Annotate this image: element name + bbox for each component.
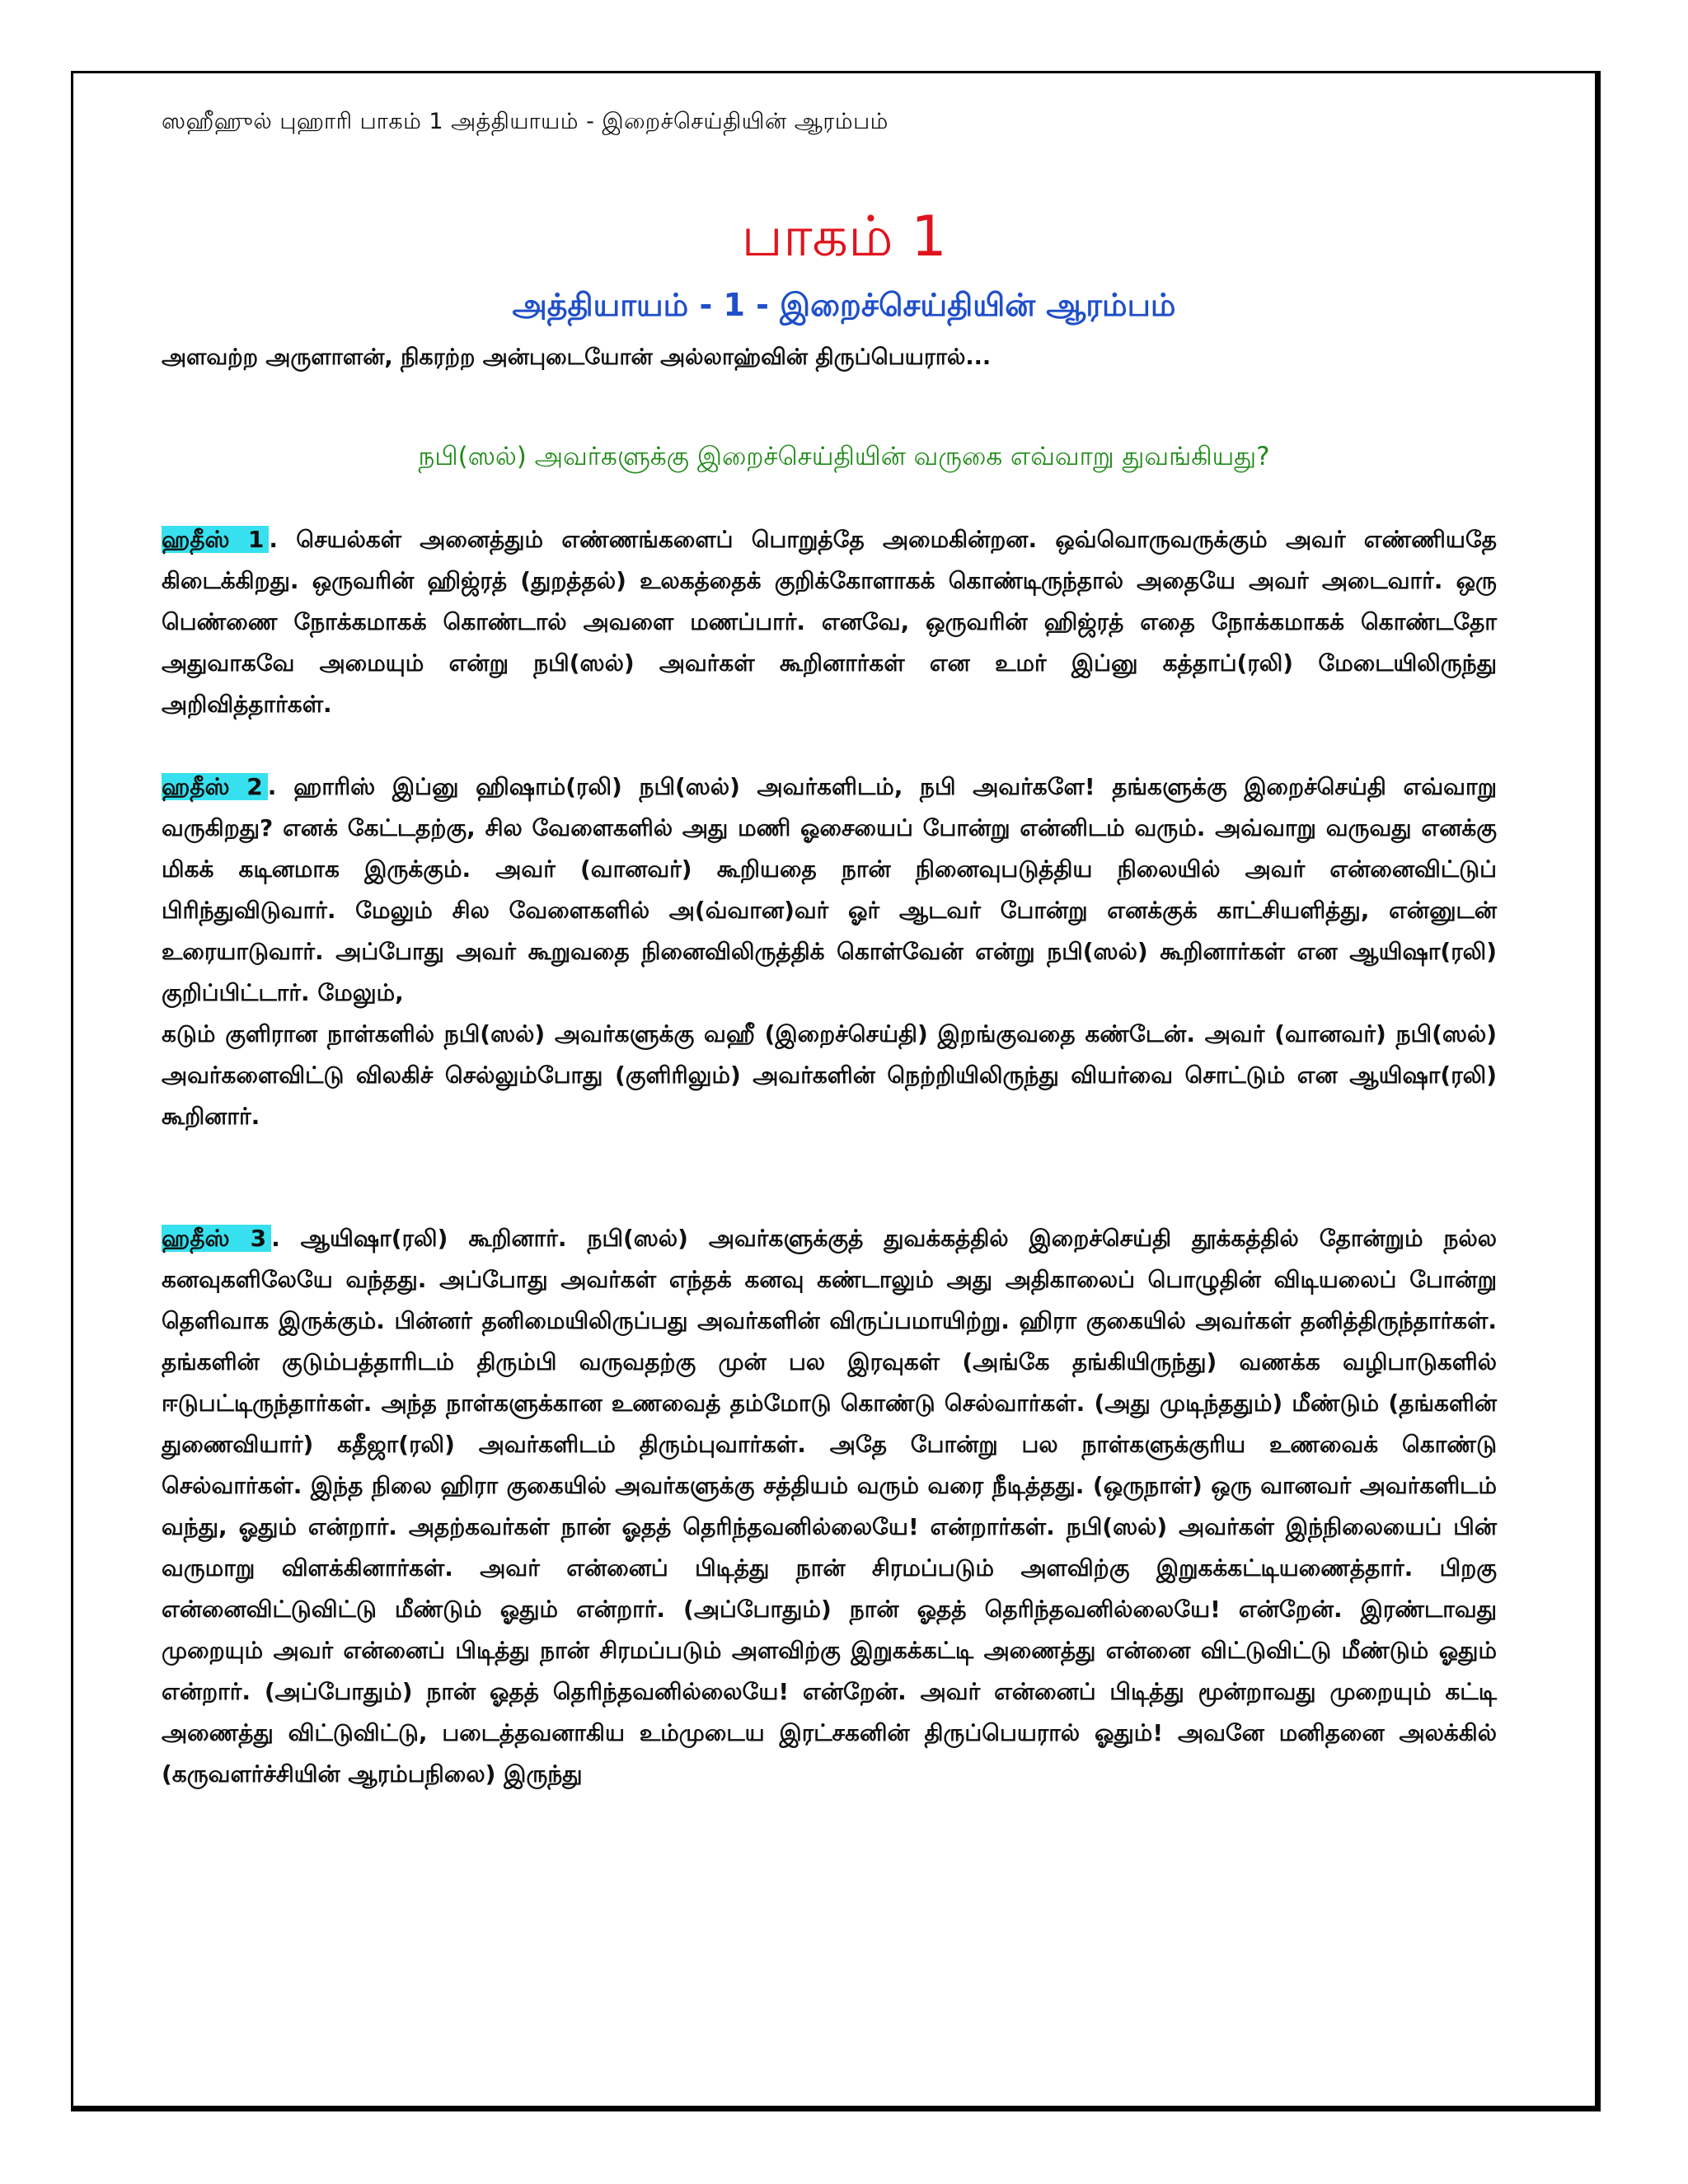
- hadith-label: ஹதீஸ் 2: [162, 773, 268, 800]
- section-heading: நபி(ஸல்) அவர்களுக்கு இறைச்செய்தியின் வருகை எவ்வாறு துவங்கியது?: [418, 442, 1270, 471]
- hadith-3: [162, 1218, 1497, 1795]
- hadith-2: [162, 766, 1497, 1137]
- basmala-line: அளவற்ற அருளாளன், நிகரற்ற அன்புடையோன் அல்லாஹ்வின் திருப்பெயரால்...: [162, 344, 992, 370]
- hadith-text: . ஆயிஷா(ரலி) கூறினார். நபி(ஸல்) அவர்களுக்குத் துவக்கத்தில் இறைச்செய்தி தூக்கத்தில் தோன்றும் நல்ல கனவுகளிலேயே வந்தது. அப்போது அவர்கள் எந்தக் கனவு கண்டாலும் அது அதிகாலைப் பொழுதின் விடியலைப் போன்று தெளிவாக இருக்கும். பின்னர் தனிமையிலிருப்பது அவர்களின் விருப்பமாயிற்று. ஹிரா குகையில் அவர்கள் தனித்திருந்தார்கள். தங்களின் குடும்பத்தாரிடம் திரும்பி வருவதற்கு முன் பல இரவுகள் (அங்கே தங்கியிருந்து) வணக்க வழிபாடுகளில் ஈடுபட்டிருந்தார்கள். அந்த நாள்களுக்கான உணவைத் தம்மோடு கொண்டு செல்வார்கள். (அது முடிந்ததும்) மீண்டும் (தங்களின் துணைவியார்) கதீஜா(ரலி) அவர்களிடம் திரும்புவார்கள். அதே போன்று பல நாள்களுக்குரிய உணவைக் கொண்டு செல்வார்கள். இந்த நிலை ஹிரா குகையில் அவர்களுக்கு சத்தியம் வரும் வரை நீடித்தது. (ஒருநாள்) ஒரு வானவர் அவர்களிடம் வந்து, ஓதும் என்றார். அதற்கவர்கள் நான் ஓதத் தெரிந்தவனில்லையே! என்றார்கள். நபி(ஸல்) அவர்கள் இந்நிலையைப் பின் வருமாறு விளக்கினார்கள். அவர் என்னைப் பிடித்து நான் சிரமப்படும் அளவிற்கு இறுகக்கட்டியணைத்தார். பிறகு என்னைவிட்டுவிட்டு மீண்டும் ஓதும் என்றார். (அப்போதும்) நான் ஓதத் தெரிந்தவனில்லையே! என்றேன். இரண்டாவது முறையும் அவர் என்னைப் பிடித்து நான் சிரமப்படும் அளவிற்கு இறுகக்கட்டி அணைத்து என்னை விட்டுவிட்டு மீண்டும் ஓதும் என்றார். (அப்போதும்) நான் ஓதத் தெரிந்தவனில்லையே! என்றேன். அவர் என்னைப் பிடித்து மூன்றாவது முறையும் கட்டி அணைத்து விட்டுவிட்டு, படைத்தவனாகிய உம்முடைய இரட்சகனின் திருப்பெயரால் ஓதும்! அவனே மனிதனை அலக்கில் (கருவளர்ச்சியின் ஆரம்பநிலை) இருந்து: [162, 1225, 1497, 1788]
- hadith-text: . ஹாரிஸ் இப்னு ஹிஷாம்(ரலி) நபி(ஸல்) அவர்களிடம், நபி அவர்களே! தங்களுக்கு இறைச்செய்தி எவ்வாறு வருகிறது? எனக் கேட்டதற்கு, சில வேளைகளில் அது மணி ஓசையைப் போன்று என்னிடம் வரும். அவ்வாறு வருவது எனக்கு மிகக் கடினமாக இருக்கும். அவர் (வானவர்) கூறியதை நான் நினைவுபடுத்திய நிலையில் அவர் என்னைவிட்டுப் பிரிந்துவிடுவார். மேலும் சில வேளைகளில் அ(வ்வான)வர் ஓர் ஆடவர் போன்று எனக்குக் காட்சியளித்து, என்னுடன் உரையாடுவார். அப்போது அவர் கூறுவதை நினைவிலிருத்திக் கொள்வேன் என்று நபி(ஸல்) கூறினார்கள் என ஆயிஷா(ரலி) குறிப்பிட்டார். மேலும்,: [162, 773, 1497, 1006]
- running-header: ஸஹீஹுல் புஹாரி பாகம் 1 அத்தியாயம் - இறைச்செய்தியின் ஆரம்பம்: [162, 109, 889, 134]
- hadith-text: கடும் குளிரான நாள்களில் நபி(ஸல்) அவர்களுக்கு வஹீ (இறைச்செய்தி) இறங்குவதை கண்டேன். அவர் (வானவர்) நபி(ஸல்) அவர்களைவிட்டு விலகிச் செல்லும்போது (குளிரிலும்) அவர்களின் நெற்றியிலிருந்து வியர்வை சொட்டும் என ஆயிஷா(ரலி) கூறினார்.: [162, 1020, 1497, 1130]
- hadith-paragraph: [162, 519, 1497, 725]
- hadith-paragraph: [162, 766, 1497, 1014]
- hadith-label: ஹதீஸ் 3: [162, 1225, 271, 1252]
- hadith-1: [162, 519, 1497, 725]
- hadith-paragraph: [162, 1218, 1497, 1795]
- chapter-title: அத்தியாயம் - 1 - இறைச்செய்தியின் ஆரம்பம்: [512, 287, 1176, 323]
- part-title: பாகம் 1: [741, 204, 947, 269]
- hadith-label: ஹதீஸ் 1: [162, 526, 269, 553]
- hadith-paragraph: [162, 1014, 1497, 1137]
- hadith-text: . செயல்கள் அனைத்தும் எண்ணங்களைப் பொறுத்தே அமைகின்றன. ஒவ்வொருவருக்கும் அவர் எண்ணியதே கிடைக்கிறது. ஒருவரின் ஹிஜ்ரத் (துறத்தல்) உலகத்தைக் குறிக்கோளாகக் கொண்டிருந்தால் அதையே அவர் அடைவார். ஒரு பெண்ணை நோக்கமாகக் கொண்டால் அவளை மணப்பார். எனவே, ஒருவரின் ஹிஜ்ரத் எதை நோக்கமாகக் கொண்டதோ அதுவாகவே அமையும் என்று நபி(ஸல்) அவர்கள் கூறினார்கள் என உமர் இப்னு கத்தாப்(ரலி) மேடையிலிருந்து அறிவித்தார்கள்.: [162, 526, 1497, 718]
